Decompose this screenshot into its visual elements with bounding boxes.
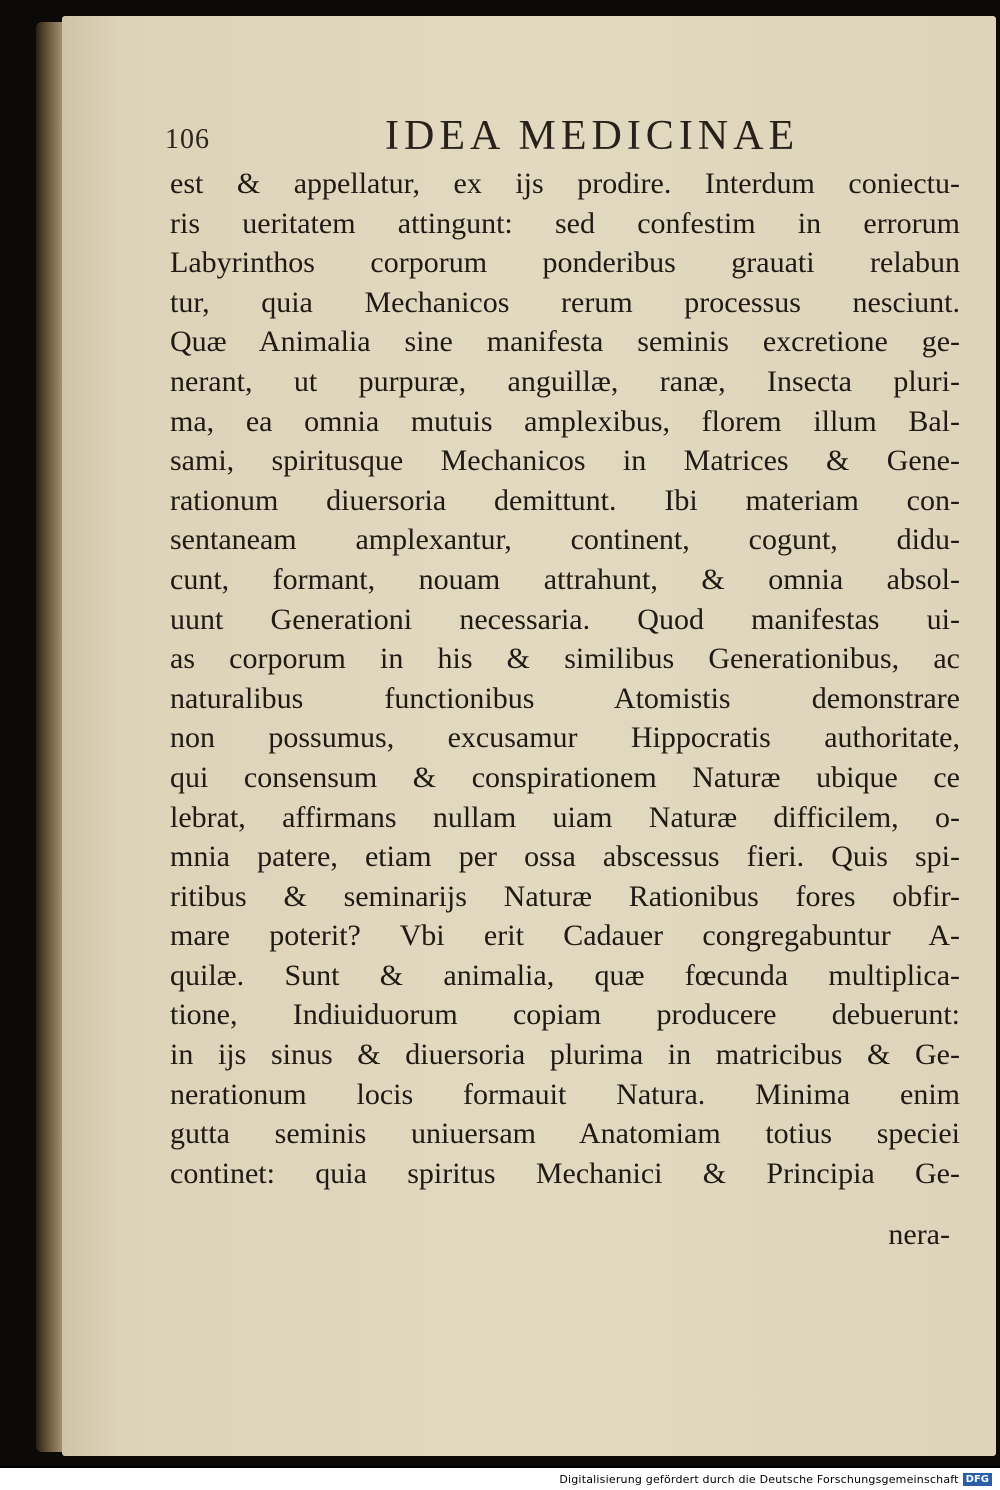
text-line: uunt Generationi necessaria. Quod manifestas ui- — [170, 602, 960, 636]
text-line: sentaneam amplexantur, continent, cogunt, didu- — [170, 523, 960, 557]
text-line: ma, ea omnia mutuis amplexibus, florem illum Bal- — [170, 404, 960, 438]
dfg-logo: DFG — [963, 1473, 992, 1486]
text-line: mare poterit? Vbi erit Cadauer congregabuntur A- — [170, 919, 960, 953]
text-line: as corporum in his & similibus Generationibus, ac — [170, 642, 960, 676]
footer-credit: Digitalisierung gefördert durch die Deutsche Forschungsgemeinschaft — [559, 1472, 959, 1486]
running-title: IDEA MEDICINAE — [385, 113, 800, 159]
text-line: rationum diuersoria demittunt. Ibi materiam con- — [170, 483, 960, 517]
text-line: continet: quia spiritus Mechanici & Principia Ge- — [170, 1156, 960, 1190]
text-line: nerant, ut purpuræ, anguillæ, ranæ, Insecta pluri- — [170, 364, 960, 398]
text-line: est & appellatur, ex ijs prodire. Interdum coniectu- — [170, 167, 960, 200]
text-line: qui consensum & conspirationem Naturæ ubique ce — [170, 760, 960, 794]
catchword: nera- — [888, 1218, 950, 1251]
text-line: quilæ. Sunt & animalia, quæ fœcunda multiplica- — [170, 958, 960, 992]
footer-bar — [0, 1466, 1000, 1490]
page-header — [165, 112, 955, 164]
text-line: lebrat, affirmans nullam uiam Naturæ difficilem, o- — [170, 800, 960, 834]
text-line: Labyrinthos corporum ponderibus grauati relabun — [170, 246, 960, 280]
text-line: sami, spiritusque Mechanicos in Matrices & Gene- — [170, 444, 960, 478]
text-line: Quæ Animalia sine manifesta seminis excretione ge- — [170, 325, 960, 359]
text-line: cunt, formant, nouam attrahunt, & omnia absol- — [170, 562, 960, 596]
text-line: tur, quia Mechanicos rerum processus nesciunt. — [170, 285, 960, 319]
text-line: tione, Indiuiduorum copiam producere debuerunt: — [170, 998, 960, 1032]
text-line: non possumus, excusamur Hippocratis authoritate, — [170, 721, 960, 755]
text-line: ritibus & seminarijs Naturæ Rationibus fores obfir- — [170, 879, 960, 913]
text-line: nerationum locis formauit Natura. Minima enim — [170, 1077, 960, 1111]
text-line: naturalibus functionibus Atomistis demonstrare — [170, 681, 960, 715]
text-line: mnia patere, etiam per ossa abscessus fieri. Quis spi- — [170, 840, 960, 874]
body-text — [170, 164, 960, 1193]
page-number: 106 — [165, 124, 210, 155]
text-line: gutta seminis uniuersam Anatomiam totius speciei — [170, 1117, 960, 1151]
text-line: in ijs sinus & diuersoria plurima in matricibus & Ge- — [170, 1038, 960, 1072]
text-line: ris ueritatem attingunt: sed confestim in errorum — [170, 206, 960, 240]
